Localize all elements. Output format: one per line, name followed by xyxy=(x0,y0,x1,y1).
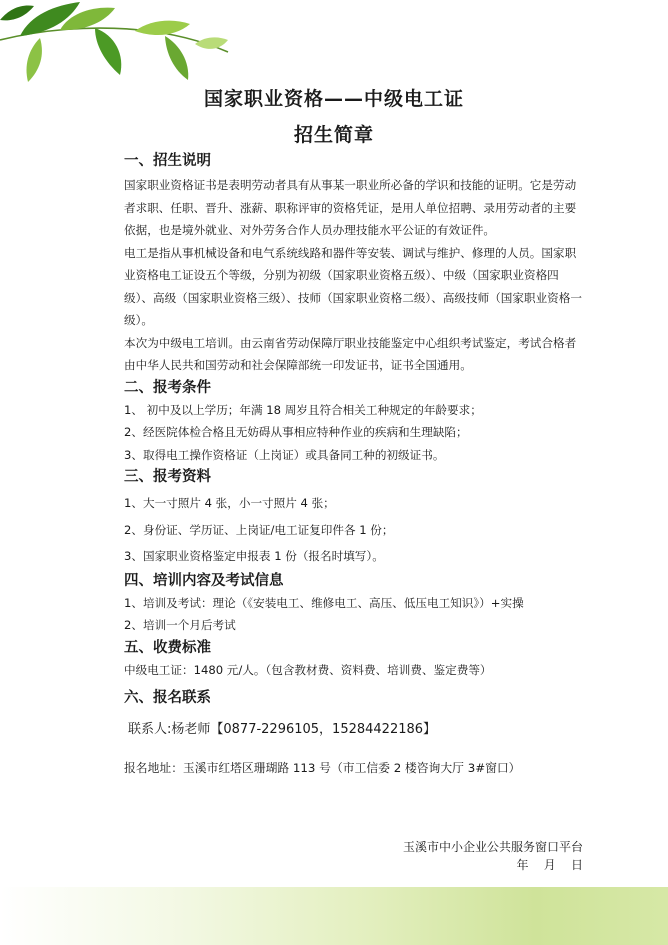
list-item: 3、国家职业资格鉴定申报表 1 份（报名时填写）。 xyxy=(124,549,384,563)
address-line: 报名地址：玉溪市红塔区珊瑚路 113 号（市工信委 2 楼咨询大厅 3#窗口） xyxy=(124,761,521,775)
list-item: 3、取得电工操作资格证（上岗证）或具备同工种的初级证书。 xyxy=(124,447,445,462)
list-item: 2、培训一个月后考试 xyxy=(124,618,236,632)
paragraph: 本次为中级电工培训。由云南省劳动保障厅职业技能鉴定中心组织考试鉴定，考试合格者由中华人民共和国劳动和社会保障部统一印发证书，证书全国通用。 xyxy=(124,335,577,372)
document-subtitle: 招生简章 xyxy=(293,124,374,146)
list-item: 1、大一寸照片 4 张，小一寸照片 4 张； xyxy=(124,496,335,510)
list-item: 2、身份证、学历证、上岗证/电工证复印件各 1 份； xyxy=(124,522,394,537)
section-heading: 五、收费标准 xyxy=(124,639,211,656)
section-heading: 四、培训内容及考试信息 xyxy=(124,572,284,589)
section-heading: 六、报名联系 xyxy=(124,690,211,706)
section-heading: 一、招生说明 xyxy=(124,153,211,169)
document-title: 国家职业资格——中级电工证 xyxy=(203,88,464,110)
issuing-organization: 玉溪市中小企业公共服务窗口平台 xyxy=(402,840,583,854)
list-item: 2、经医院体检合格且无妨碍从事相应特种作业的疾病和生理缺陷； xyxy=(124,425,468,439)
bottom-decoration-band xyxy=(0,887,668,945)
fee-line: 中级电工证：1480 元/人。（包含教材费、资料费、培训费、鉴定费等） xyxy=(124,662,492,677)
document-body xyxy=(124,150,584,779)
section-heading: 三、报考资料 xyxy=(124,469,211,485)
paragraph: 国家职业资格证书是表明劳动者具有从事某一职业所必备的学识和技能的证明。它是劳动者求职、任职、晋升、涨薪、职称评审的资格凭证，是用人单位招聘、录用劳动者的主要依据，也是境外就业、对外劳务合作人员办理技能水平公证的有效证件。 xyxy=(124,178,577,237)
list-item: 1、培训及考试：理论（《安装电工、维修电工、高压、低压电工知识》）+实操 xyxy=(124,595,524,610)
section-heading: 二、报考条件 xyxy=(124,379,211,396)
contact-line: 联系人:杨老师【0877-2296105，15284422186】 xyxy=(128,722,437,737)
issue-date: 年 月 日 xyxy=(516,858,583,872)
paragraph: 电工是指从事机械设备和电气系统线路和器件等安装、调试与维护、修理的人员。国家职业资格电工证设五个等级，分别为初级（国家职业资格五级）、中级（国家职业资格四级）、高级（国家职业资格三级）、技师（国家职业资格二级）、高级技师（国家职业资格一级）。 xyxy=(124,245,582,327)
list-item: 1、 初中及以上学历；年满 18 周岁且符合相关工种规定的年龄要求； xyxy=(124,402,482,417)
